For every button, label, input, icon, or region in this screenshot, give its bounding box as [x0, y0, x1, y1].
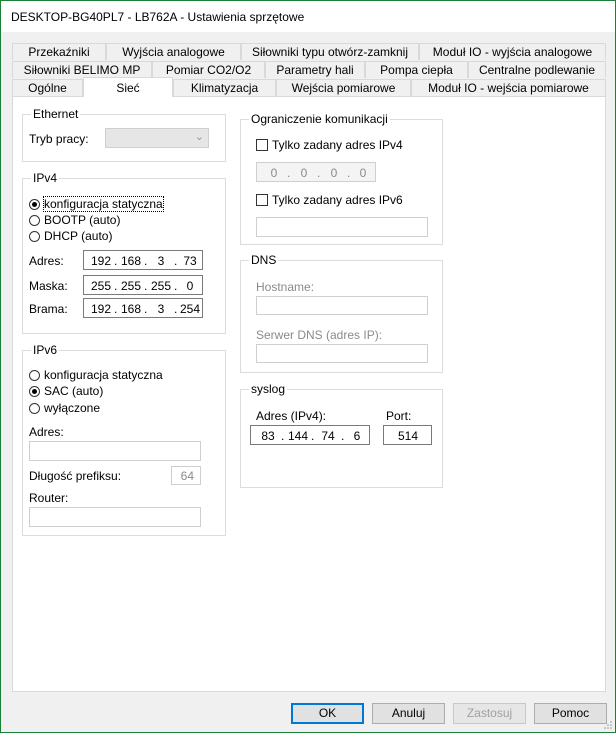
ipv4-group-title: IPv4	[33, 171, 58, 185]
syslog-port-input[interactable]: 514	[383, 425, 432, 445]
tab-modul-io-wejscia[interactable]: Moduł IO - wejścia pomiarowe	[411, 79, 606, 96]
tab-centralne-podlewanie[interactable]: Centralne podlewanie	[468, 61, 606, 78]
ipv4-bootp-label[interactable]: BOOTP (auto)	[44, 213, 121, 227]
hostname-input[interactable]	[256, 296, 428, 315]
title-bar[interactable]	[1, 1, 615, 32]
mode-label: Tryb pracy:	[29, 132, 89, 146]
hostname-label: Hostname:	[256, 280, 315, 294]
only-ipv4-label[interactable]: Tylko zadany adres IPv4	[272, 138, 403, 152]
ok-button[interactable]: OK	[291, 703, 364, 724]
ipv4-gateway-label: Brama:	[29, 302, 68, 316]
ipv4-dhcp-label[interactable]: DHCP (auto)	[44, 229, 113, 243]
ipv4-static-label[interactable]: konfiguracja statyczna	[44, 197, 163, 211]
tab-ogolne[interactable]: Ogólne	[12, 79, 83, 96]
syslog-group	[240, 382, 443, 488]
dns-group-title: DNS	[251, 253, 277, 267]
ipv6-router-label: Router:	[29, 491, 69, 505]
ipv4-dhcp-radio[interactable]	[29, 231, 40, 242]
tab-klimatyzacja[interactable]: Klimatyzacja	[173, 79, 276, 96]
ipv6-prefix-label: Długość prefiksu:	[29, 469, 122, 483]
tab-page-siec	[12, 96, 606, 692]
only-ipv6-checkbox[interactable]	[256, 194, 268, 206]
tab-przekazniki[interactable]: Przekaźniki	[12, 43, 106, 60]
ipv4-mask-label: Maska:	[29, 279, 68, 293]
ipv6-static-radio[interactable]	[29, 370, 40, 381]
tab-modul-io-wyjscia[interactable]: Moduł IO - wyjścia analogowe	[419, 43, 606, 60]
chevron-down-icon: ⌄	[194, 131, 204, 143]
tab-silowniki-belimo[interactable]: Siłowniki BELIMO MP	[12, 61, 152, 78]
ipv6-static-label[interactable]: konfiguracja statyczna	[44, 368, 163, 382]
ipv4-gateway-input[interactable]: 192 . 168 . 3 . 254	[83, 298, 203, 318]
tab-siec[interactable]: Sieć	[83, 77, 173, 97]
window-title: DESKTOP-BG40PL7 - LB762A - Ustawienia sprzętowe	[11, 10, 305, 24]
ipv4-bootp-radio[interactable]	[29, 215, 40, 226]
mode-select[interactable]	[105, 128, 209, 148]
dns-server-input[interactable]	[256, 344, 428, 363]
only-ipv6-address-input[interactable]	[256, 217, 428, 237]
tab-wyjscia-analogowe[interactable]: Wyjścia analogowe	[106, 43, 241, 60]
ethernet-group	[22, 107, 226, 162]
ethernet-group-title: Ethernet	[33, 107, 79, 121]
tab-pompa-ciepla[interactable]: Pompa ciepła	[365, 61, 468, 78]
ipv4-mask-input[interactable]: 255 . 255 . 255 . 0	[83, 275, 203, 295]
comm-limit-group-title: Ograniczenie komunikacji	[251, 112, 388, 126]
ipv6-address-input[interactable]	[29, 441, 201, 461]
ipv6-group	[22, 343, 226, 536]
ipv6-group-title: IPv6	[33, 343, 58, 357]
tab-parametry-hali[interactable]: Parametry hali	[265, 61, 365, 78]
cancel-button[interactable]: Anuluj	[372, 703, 445, 724]
only-ipv6-label[interactable]: Tylko zadany adres IPv6	[272, 193, 403, 207]
syslog-address-input[interactable]: 83 . 144 . 74 . 6	[250, 425, 370, 445]
only-ipv4-address-input[interactable]: 0 . 0 . 0 . 0	[256, 162, 376, 182]
ipv6-disabled-radio[interactable]	[29, 403, 40, 414]
ipv4-group	[22, 171, 226, 334]
only-ipv4-checkbox[interactable]	[256, 139, 268, 151]
ipv6-sac-label[interactable]: SAC (auto)	[44, 384, 104, 398]
syslog-address-label: Adres (IPv4):	[256, 409, 327, 423]
ipv6-prefix-input[interactable]: 64	[171, 466, 201, 485]
syslog-port-label: Port:	[386, 409, 412, 423]
ipv6-disabled-label[interactable]: wyłączone	[44, 401, 101, 415]
comm-limit-group	[240, 112, 443, 245]
ipv6-router-input[interactable]	[29, 507, 201, 527]
ipv4-static-radio[interactable]	[29, 199, 40, 210]
ipv4-address-label: Adres:	[29, 254, 64, 268]
tab-wejscia-pomiarowe[interactable]: Wejścia pomiarowe	[276, 79, 411, 96]
help-button[interactable]: Pomoc	[534, 703, 607, 724]
ipv4-address-input[interactable]: 192 . 168 . 3 . 73	[83, 250, 203, 270]
ipv6-sac-radio[interactable]	[29, 386, 40, 397]
tab-silowniki-otworz-zamknij[interactable]: Siłowniki typu otwórz-zamknij	[241, 43, 419, 60]
dns-group	[240, 253, 443, 373]
syslog-group-title: syslog	[251, 382, 286, 396]
ipv6-address-label: Adres:	[29, 425, 64, 439]
apply-button[interactable]: Zastosuj	[453, 703, 526, 724]
tab-pomiar-co2[interactable]: Pomiar CO2/O2	[152, 61, 265, 78]
dns-server-label: Serwer DNS (adres IP):	[256, 328, 383, 342]
resize-grip-icon[interactable]	[603, 720, 613, 730]
